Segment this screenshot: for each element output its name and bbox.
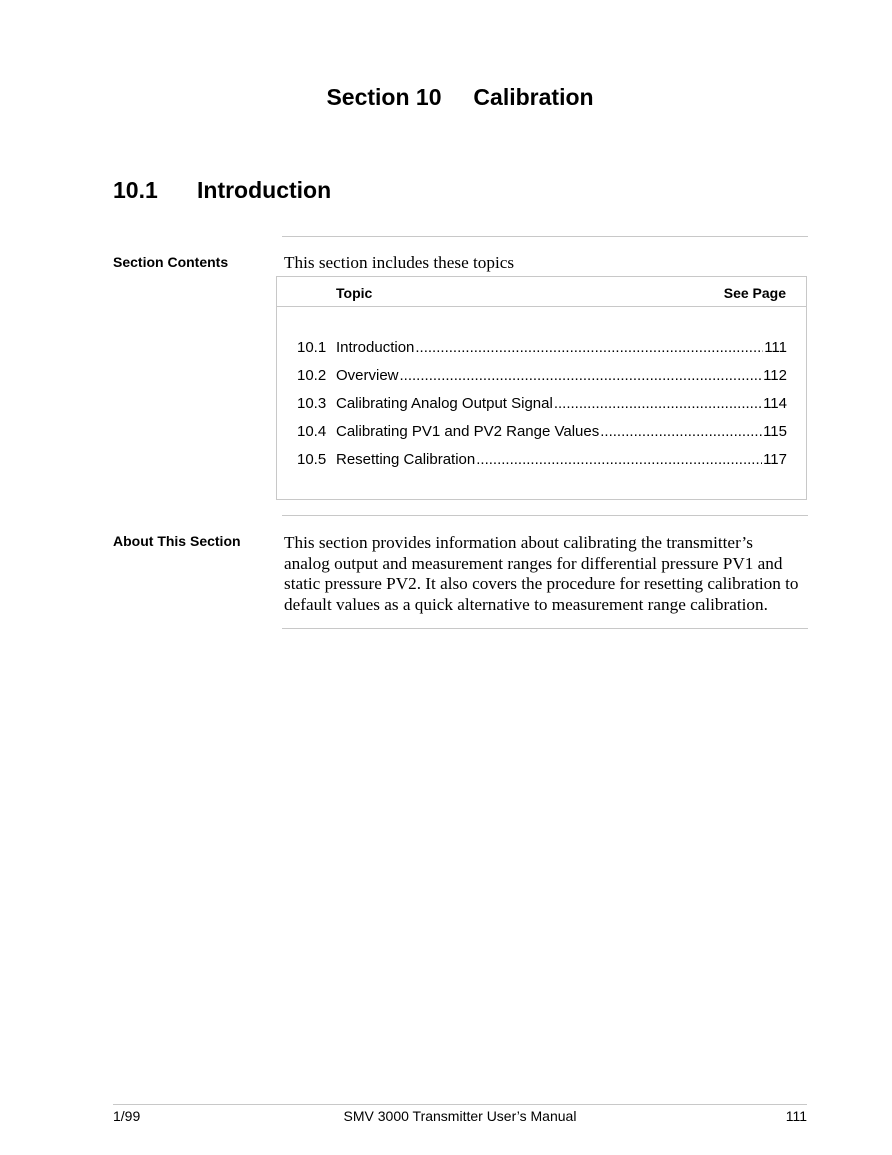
section-contents-lead: This section includes these topics (284, 253, 515, 272)
paragraph-line: default values as a quick alternative to measurement range calibration. (284, 594, 768, 614)
topic-page: 115 (763, 423, 787, 440)
intro-heading (113, 177, 331, 204)
paragraph-line: This section provides information about calibrating the transmitter’s (284, 533, 753, 552)
topic-column-header: Topic (336, 285, 373, 301)
topic-title: Overview (336, 367, 399, 384)
see-page-column-header: See Page (723, 285, 786, 301)
footer-manual-title: SMV 3000 Transmitter User’s Manual (343, 1108, 577, 1124)
dot-leader (400, 367, 763, 384)
topic-title: Resetting Calibration (336, 451, 476, 468)
dot-leader (600, 423, 762, 440)
topic-page: 117 (763, 451, 787, 468)
divider (282, 628, 808, 629)
topic-title: Introduction (336, 339, 415, 356)
topic-page: 111 (764, 339, 787, 356)
topic-page: 114 (763, 395, 787, 412)
topic-number: 10.4 (297, 423, 327, 440)
topic-title: Calibrating Analog Output Signal (336, 395, 553, 412)
section-contents-label: Section Contents (113, 254, 229, 270)
topic-title: Calibrating PV1 and PV2 Range Values (336, 423, 600, 440)
topic-row[interactable] (297, 423, 787, 451)
topic-number: 10.2 (297, 367, 327, 384)
topic-row[interactable] (297, 451, 787, 479)
paragraph-line: analog output and measurement ranges for differential pressure PV1 and (284, 553, 783, 573)
topic-page: 112 (763, 367, 787, 384)
divider (282, 236, 808, 237)
intro-heading-title: Introduction (197, 177, 332, 203)
topics-list (297, 339, 787, 479)
topics-table-header (277, 277, 806, 307)
intro-heading-number: 10.1 (113, 177, 158, 203)
footer-divider (113, 1104, 807, 1105)
dot-leader (554, 395, 762, 412)
about-section-paragraph (284, 533, 799, 615)
about-section-label: About This Section (113, 533, 241, 549)
dot-leader (476, 451, 762, 468)
divider (282, 515, 808, 516)
dot-leader (415, 339, 763, 356)
topics-table (276, 276, 807, 500)
topic-row[interactable] (297, 367, 787, 395)
paragraph-line: static pressure PV2. It also covers the procedure for resetting calibration to (284, 574, 799, 594)
footer-page-number: 111 (785, 1108, 807, 1124)
chapter-title: Section 10 Calibration (326, 84, 594, 110)
topic-row[interactable] (297, 339, 787, 367)
topic-row[interactable] (297, 395, 787, 423)
topic-number: 10.1 (297, 339, 327, 356)
topic-number: 10.3 (297, 395, 327, 412)
topic-number: 10.5 (297, 451, 327, 468)
footer-date: 1/99 (113, 1108, 141, 1124)
